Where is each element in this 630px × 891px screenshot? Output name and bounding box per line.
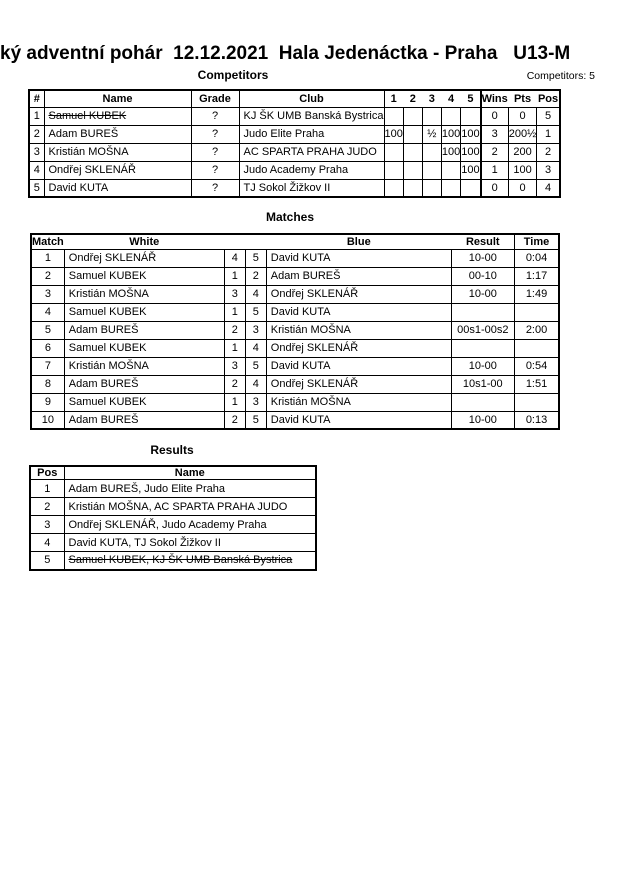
- cell-pos: 5: [30, 552, 64, 570]
- cell-match: 5: [31, 321, 64, 339]
- col-header-grade: Grade: [191, 90, 239, 107]
- results-section-title: Results: [150, 443, 194, 457]
- competitors-header-row: [29, 90, 560, 107]
- col-header-pos: Pos: [537, 90, 560, 107]
- cell-r2: [403, 107, 422, 125]
- table-row: [29, 143, 560, 161]
- cell-pts: 0: [508, 179, 537, 197]
- cell-white: Samuel KUBEK: [64, 339, 224, 357]
- cell-grade: ?: [191, 107, 239, 125]
- cell-time: 1:51: [514, 375, 559, 393]
- cell-result: [451, 339, 514, 357]
- cell-time: 0:13: [514, 411, 559, 429]
- table-row: [30, 516, 316, 534]
- cell-match: 7: [31, 357, 64, 375]
- cell-wins: 0: [481, 107, 509, 125]
- cell-pts: 200½: [508, 125, 537, 143]
- cell-num: 4: [29, 161, 44, 179]
- cell-white-num: 3: [224, 357, 245, 375]
- cell-result: 10-00: [451, 357, 514, 375]
- col-header-club: Club: [239, 90, 384, 107]
- results-table: [29, 465, 317, 571]
- col-header-r3: 3: [422, 90, 441, 107]
- cell-time: 2:00: [514, 321, 559, 339]
- col-header-name: Name: [44, 90, 191, 107]
- cell-r2: [403, 179, 422, 197]
- cell-num: 3: [29, 143, 44, 161]
- cell-white-num: 1: [224, 267, 245, 285]
- cell-r1: [384, 161, 403, 179]
- col-header-pos: Pos: [30, 466, 64, 480]
- cell-blue-num: 3: [245, 321, 266, 339]
- cell-r5: 100: [461, 143, 481, 161]
- cell-name: Ondřej SKLENÁŘ: [44, 161, 191, 179]
- table-row: [31, 285, 559, 303]
- cell-wins: 3: [481, 125, 509, 143]
- cell-match: 3: [31, 285, 64, 303]
- col-header-wins: Wins: [481, 90, 509, 107]
- table-row: [31, 339, 559, 357]
- col-header-result: Result: [451, 234, 514, 249]
- cell-name: Kristián MOŠNA: [44, 143, 191, 161]
- cell-white-num: 2: [224, 321, 245, 339]
- table-row: [31, 303, 559, 321]
- cell-r1: [384, 143, 403, 161]
- table-row: [30, 552, 316, 570]
- cell-blue: David KUTA: [266, 249, 451, 267]
- cell-pts: 0: [508, 107, 537, 125]
- cell-num: 5: [29, 179, 44, 197]
- cell-wins: 1: [481, 161, 509, 179]
- cell-r1: [384, 179, 403, 197]
- cell-blue: David KUTA: [266, 357, 451, 375]
- cell-num: 1: [29, 107, 44, 125]
- cell-pos: 4: [537, 179, 560, 197]
- cell-time: [514, 393, 559, 411]
- cell-pts: 100: [508, 161, 537, 179]
- results-header-row: [30, 466, 316, 480]
- cell-blue: Ondřej SKLENÁŘ: [266, 375, 451, 393]
- cell-result: 10-00: [451, 249, 514, 267]
- cell-r5: 100: [461, 161, 481, 179]
- cell-r2: [403, 143, 422, 161]
- cell-match: 10: [31, 411, 64, 429]
- table-row: [31, 393, 559, 411]
- col-header-white: White: [64, 234, 224, 249]
- competitors-count-label: Competitors: 5: [526, 70, 595, 82]
- cell-r4: [441, 179, 460, 197]
- cell-white-num: 4: [224, 249, 245, 267]
- cell-name: David KUTA: [44, 179, 191, 197]
- cell-club: TJ Sokol Žižkov II: [239, 179, 384, 197]
- competitors-section-title: Competitors: [197, 68, 269, 82]
- cell-blue-num: 5: [245, 411, 266, 429]
- cell-match: 8: [31, 375, 64, 393]
- cell-white: Adam BUREŠ: [64, 411, 224, 429]
- cell-white: Samuel KUBEK: [64, 393, 224, 411]
- cell-blue-num: 5: [245, 357, 266, 375]
- col-header-match: Match: [32, 235, 64, 248]
- col-header-r5: 5: [461, 90, 481, 107]
- cell-white: Kristián MOŠNA: [64, 285, 224, 303]
- cell-r3: [422, 143, 441, 161]
- cell-r3: [422, 161, 441, 179]
- table-row: [31, 321, 559, 339]
- col-header-blue: Blue: [266, 234, 451, 249]
- cell-result: 00s1-00s2: [451, 321, 514, 339]
- page-title: ký adventní pohár 12.12.2021 Hala Jedenáctka - Praha U13-M: [0, 43, 571, 64]
- table-row: [30, 480, 316, 498]
- col-header-blue-num: [245, 234, 266, 249]
- cell-blue: Kristián MOŠNA: [266, 321, 451, 339]
- cell-result: [451, 303, 514, 321]
- cell-white: Ondřej SKLENÁŘ: [64, 249, 224, 267]
- cell-blue-num: 2: [245, 267, 266, 285]
- cell-white-num: 1: [224, 303, 245, 321]
- cell-blue-num: 4: [245, 285, 266, 303]
- table-row: [29, 125, 560, 143]
- cell-white: Kristián MOŠNA: [64, 357, 224, 375]
- cell-blue: Adam BUREŠ: [266, 267, 451, 285]
- matches-section-title: Matches: [265, 210, 315, 224]
- cell-name: Adam BUREŠ, Judo Elite Praha: [64, 480, 316, 498]
- col-header-r4: 4: [441, 90, 460, 107]
- cell-num: 2: [29, 125, 44, 143]
- cell-grade: ?: [191, 161, 239, 179]
- col-header-r2: 2: [403, 90, 422, 107]
- cell-white: Adam BUREŠ: [64, 321, 224, 339]
- cell-white: Samuel KUBEK: [64, 303, 224, 321]
- cell-name: Ondřej SKLENÁŘ, Judo Academy Praha: [64, 516, 316, 534]
- cell-club: Judo Elite Praha: [239, 125, 384, 143]
- cell-result: 00-10: [451, 267, 514, 285]
- cell-white: Samuel KUBEK: [64, 267, 224, 285]
- cell-wins: 0: [481, 179, 509, 197]
- cell-r4: 100: [441, 143, 460, 161]
- col-header-time: Time: [514, 234, 559, 249]
- cell-blue-num: 4: [245, 339, 266, 357]
- cell-blue: Kristián MOŠNA: [266, 393, 451, 411]
- cell-wins: 2: [481, 143, 509, 161]
- cell-pos: 2: [537, 143, 560, 161]
- cell-result: 10s1-00: [451, 375, 514, 393]
- col-header-pts: Pts: [508, 90, 537, 107]
- cell-white-num: 2: [224, 375, 245, 393]
- cell-time: 1:49: [514, 285, 559, 303]
- cell-r4: [441, 107, 460, 125]
- cell-blue: Ondřej SKLENÁŘ: [266, 339, 451, 357]
- competitors-table: [28, 89, 561, 198]
- cell-time: 0:54: [514, 357, 559, 375]
- cell-result: 10-00: [451, 411, 514, 429]
- cell-r4: 100: [441, 125, 460, 143]
- cell-match: 4: [31, 303, 64, 321]
- cell-white-num: 2: [224, 411, 245, 429]
- cell-white-num: 1: [224, 339, 245, 357]
- cell-name: Kristián MOŠNA, AC SPARTA PRAHA JUDO: [64, 498, 316, 516]
- cell-name: Samuel KUBEK: [44, 107, 191, 125]
- cell-r4: [441, 161, 460, 179]
- cell-r5: 100: [461, 125, 481, 143]
- cell-r5: [461, 179, 481, 197]
- cell-pos: 5: [537, 107, 560, 125]
- table-row: [31, 267, 559, 285]
- cell-grade: ?: [191, 143, 239, 161]
- cell-pos: 1: [30, 480, 64, 498]
- table-row: [30, 498, 316, 516]
- cell-r2: [403, 125, 422, 143]
- cell-r5: [461, 107, 481, 125]
- cell-blue-num: 5: [245, 249, 266, 267]
- cell-r1: [384, 107, 403, 125]
- cell-match: 2: [31, 267, 64, 285]
- col-header-num: #: [29, 90, 44, 107]
- cell-grade: ?: [191, 125, 239, 143]
- cell-blue-num: 4: [245, 375, 266, 393]
- cell-time: [514, 303, 559, 321]
- table-row: [31, 249, 559, 267]
- cell-name: David KUTA, TJ Sokol Žižkov II: [64, 534, 316, 552]
- matches-table: [30, 233, 560, 430]
- cell-result: [451, 393, 514, 411]
- cell-pos: 4: [30, 534, 64, 552]
- cell-r3: ½: [422, 125, 441, 143]
- cell-blue: Ondřej SKLENÁŘ: [266, 285, 451, 303]
- cell-match: 6: [31, 339, 64, 357]
- cell-time: 0:04: [514, 249, 559, 267]
- table-row: [29, 179, 560, 197]
- table-row: [31, 357, 559, 375]
- cell-white-num: 1: [224, 393, 245, 411]
- cell-blue-num: 3: [245, 393, 266, 411]
- cell-pos: 3: [30, 516, 64, 534]
- col-header-r1: 1: [384, 90, 403, 107]
- cell-club: Judo Academy Praha: [239, 161, 384, 179]
- cell-blue: David KUTA: [266, 411, 451, 429]
- cell-time: 1:17: [514, 267, 559, 285]
- cell-club: AC SPARTA PRAHA JUDO: [239, 143, 384, 161]
- cell-r3: [422, 107, 441, 125]
- cell-result: 10-00: [451, 285, 514, 303]
- cell-match: 9: [31, 393, 64, 411]
- cell-r2: [403, 161, 422, 179]
- cell-pts: 200: [508, 143, 537, 161]
- cell-white: Adam BUREŠ: [64, 375, 224, 393]
- cell-time: [514, 339, 559, 357]
- cell-blue: David KUTA: [266, 303, 451, 321]
- table-row: [31, 375, 559, 393]
- cell-blue-num: 5: [245, 303, 266, 321]
- cell-r1: 100: [384, 125, 403, 143]
- cell-grade: ?: [191, 179, 239, 197]
- cell-white-num: 3: [224, 285, 245, 303]
- table-row: [29, 107, 560, 125]
- cell-r3: [422, 179, 441, 197]
- col-header-name: Name: [64, 466, 316, 480]
- cell-name: Adam BUREŠ: [44, 125, 191, 143]
- cell-match: 1: [31, 249, 64, 267]
- cell-pos: 3: [537, 161, 560, 179]
- table-row: [30, 534, 316, 552]
- table-row: [29, 161, 560, 179]
- matches-header-row: [31, 234, 559, 249]
- cell-club: KJ ŠK UMB Banská Bystrica: [239, 107, 384, 125]
- col-header-white-num: [224, 234, 245, 249]
- cell-pos: 1: [537, 125, 560, 143]
- cell-name: Samuel KUBEK, KJ ŠK UMB Banská Bystrica: [64, 552, 316, 570]
- cell-pos: 2: [30, 498, 64, 516]
- table-row: [31, 411, 559, 429]
